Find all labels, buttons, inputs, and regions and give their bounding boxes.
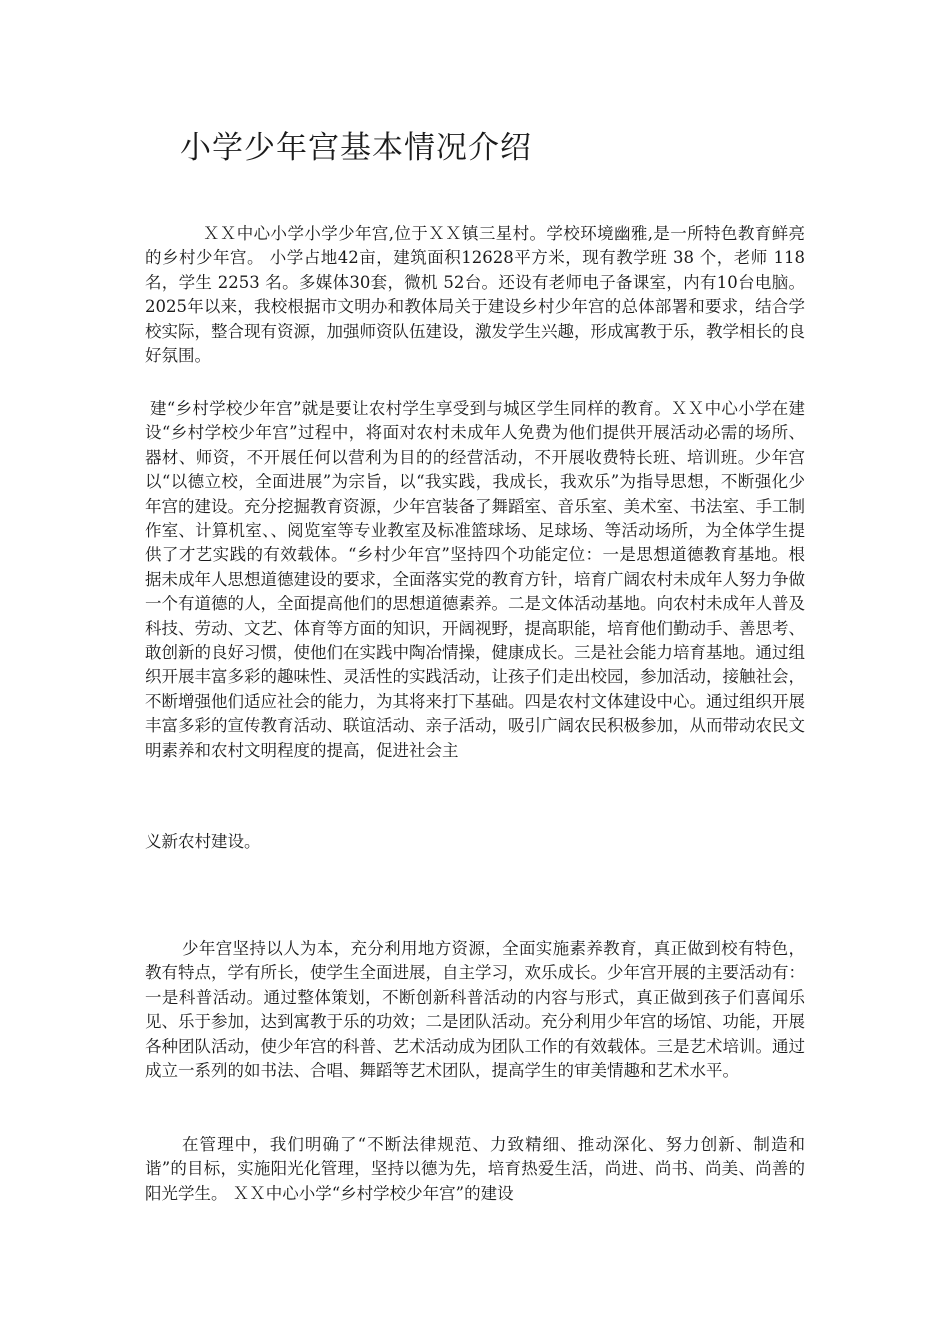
paragraph-intro: ＸＸ中心小学小学少年宫,位于ＸＸ镇三星村。学校环境幽雅,是一所特色教育鲜亮的乡村少年宫。 小学占地42亩，建筑面积12628平方米，现有教学班 38 个，老师 118 名，学生 2253 名。多媒体30套，微机 52台。还设有老师电子备课室，内有10台电脑。 2025年以来，我校根据市文明办和教体局关于建设乡村少年宫的总体部署和要求，结合学校实际，整合现有资源，加强师资队伍建设，激发学生兴趣，形成寓教于乐，教学相长的良好氛围。 bbox=[145, 224, 805, 366]
paragraph-construction-continuation: 义新农村建设。 bbox=[145, 832, 261, 851]
paragraph-activities: 少年宫坚持以人为本，充分利用地方资源，全面实施素养教育，真正做到校有特色，教有特点，学有所长，使学生全面进展，自主学习，欢乐成长。少年宫开展的主要活动有：一是科普活动。通过整体策划，不断创新科普活动的内容与形式，真正做到孩子们喜闻乐见、乐于参加，达到寓教于乐的功效；二是团队活动。充分利用少年宫的场馆、功能，开展各种团队活动，使少年宫的科普、艺术活动成为团队工作的有效载体。三是艺术培训。通过成立一系列的如书法、合唱、舞蹈等艺术团队，提高学生的审美情趣和艺术水平。 bbox=[145, 939, 805, 1081]
document-title: 小学少年宫基本情况介绍 bbox=[180, 130, 532, 166]
paragraph-construction: 建“乡村学校少年宫”就是要让农村学生享受到与城区学生同样的教育。ＸＸ中心小学在建设“乡村学校少年宫”过程中，将面对农村未成年人免费为他们提供开展活动必需的场所、器材、师资，不开展任何以营利为目的的经营活动，不开展收费特长班、培训班。少年宫以“以德立校，全面进展”为宗旨，以“我实践，我成长，我欢乐”为指导思想，不断强化少年宫的建设。充分挖掘教育资源，少年宫装备了舞蹈室、音乐室、美术室、书法室、手工制作室、计算机室、、阅览室等专业教室及标准篮球场、足球场、等活动场所，为全体学生提供了才艺实践的有效载体。“乡村少年宫”坚持四个功能定位：一是思想道德教育基地。根据未成年人思想道德建设的要求，全面落实党的教育方针，培育广阔农村未成年人努力争做一个有道德的人，全面提高他们的思想道德素养。二是文体活动基地。向农村未成年人普及科技、劳动、文艺、体育等方面的知识，开阔视野，提高职能，培育他们勤动手、善思考、敢创新的良好习惯，使他们在实践中陶冶情操，健康成长。三是社会能力培育基地。通过组织开展丰富多彩的趣味性、灵活性的实践活动，让孩子们走出校园，参加活动，接触社会，不断增强他们适应社会的能力，为其将来打下基础。四是农村文体建设中心。通过组织开展丰富多彩的宣传教育活动、联谊活动、亲子活动，吸引广阔农民积极参加，从而带动农民文明素养和农村文明程度的提高，促进社会主 bbox=[145, 399, 805, 760]
paragraph-management: 在管理中，我们明确了“不断法律规范、力致精细、推动深化、努力创新、制造和谐”的目标，实施阳光化管理，坚持以德为先，培育热爱生活，尚进、尚书、尚美、尚善的阳光学生。 ＸＸ中心小学“乡村学校少年宫”的建设 bbox=[145, 1135, 805, 1203]
